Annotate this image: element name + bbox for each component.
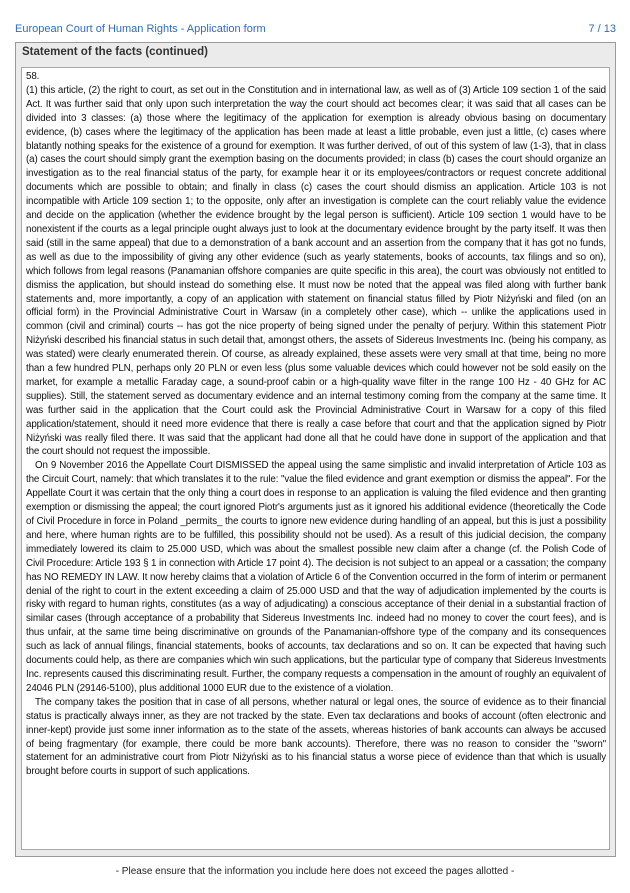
statement-paragraph-3: The company takes the position that in case of all persons, whether natural or legal ones, the source of evidence as to their financial status is practically always inner, as they are not tracked by the state. Even tax declarations and books of account (often electronic and inner-kept) provide just some inner information as to the state of the assets, whereas histories of bank accounts can always be accused of being fragmentary (for example, there could be more bank accounts). Therefore, there was no reason to consider the "sworn" statement for an administrative court from Piotr Niżyński as to his financial status a worse piece of evidence than that which is usually brought before courts in support of such applications.	[26, 696, 606, 778]
page-header	[15, 23, 616, 35]
paragraph-number: 58.	[26, 71, 40, 82]
page-limit-note: - Please ensure that the information you include here does not exceed the pages allotted -	[115, 866, 515, 877]
statement-text-area[interactable]	[21, 67, 610, 850]
statement-paragraph-1: (1) this article, (2) the right to court, as set out in the Constitution and in international law, as well as of (3) Article 109 section 1 of the said Act. It was further said that only upon such interpretation the way the court should act becomes clear; it was said that all cases can be divided into 3 classes: (a) those where the legitimacy of the application for exemption is already obvious basing on documentary evidence, (b) cases where the legitimacy of the application has been made at least a little probable, even just a little, (c) cases where blatantly nothing speaks for the existence of a ground for exemption. It was further derived, of out of this system of law (1-3), that in class (a) cases the court should simply grant the exemption basing on the documents provided; in class (b) cases the court should organize an investigation as to the real financial status of the party, for example hear it or its employees/contractors or request concrete additional documents which are possible to obtain; and finally in class (c) cases the court should dismiss an application. Article 103 is not incompatible with Article 109 section 1; to the opposite, only after an investigation is complete can the court reliably value the evidence and decide on the application (whether the evidence brought by the legal person is sufficient). Article 109 section 1 would have to be nonexistent if the courts as a legal principle ought always just to look at the documentary evidence brought by the party itself. It was then said (still in the same appeal) that due to a demonstration of a bank account and an assertion from the company that it has got no funds, as well as due to the impossibility of giving any other evidence (such as yearly statements, books of accounts, tax filings and so on), which follows from legal reasons (Panamanian offshore companies are quite specific in this area), the court was obviously not entitled to dismiss the application, but should instead do something else. It must now be noted that the appeal was filed along with further bank statements and, more importantly, a copy of an application with statement on financial status filled by Piotr Niżyński and filed (on an official form) in the Provincial Administrative Court in Warsaw (in a completely other case), which -- unlike the applications used in common (civil and criminal) courts -- has got the nice property of being signed under the penalty of perjury. Within this statement Piotr Niżyński described his financial status in such detail that, amongst others, the assets of Sidereus Investments Inc. (being his company, as was stated) were clearly enumerated therein. Of course, as already explained, these assets were very small at that time, being no more than a few hundred PLN, perhaps only 20 PLN or even less (plus some valuable devices which could however not be sold easily on the market, for example a metallic Faraday cage, a sound-proof cabin or a high-quality wave filter in the range 100 Hz - 40 GHz for AC supplies). Still, the statement served as documentary evidence and an internal testimony coming from the company at the same time. It was further said in the application that the Court could ask the Provincial Administrative Court in Warsaw for a copy of this filed application/statement, should it need more evidence that there is really a case before that court and that the application signed by Piotr Niżyński was really filed there. It was said that the applicant had done all that he could have done in support of the application and that the court should not request the impossible.	[26, 84, 606, 458]
statement-panel	[15, 42, 616, 857]
statement-paragraph-2: On 9 November 2016 the Appellate Court DISMISSED the appeal using the same simplistic and invalid interpretation of Article 103 as the Circuit Court, namely: that which translates it to the rule: "value the filed evidence and grant exemption or dismiss the appeal". For the Appellate Court it was certain that the only thing a court does in response to an application is valuing the filed evidence and then granting exemption or dismissing the appeal; the court ignored Piotr's arguments just as it ignored his additional evidence (theoretically the Code of Civil Procedure in force in Poland _permits_ the courts to ignore new evidence during handling of an appeal, but this is just a possibility and here, where human rights are to be fulfilled, this possibility should not be used). As a result of this judicial decision, the company immediately lowered its claim to 25.000 USD, which was about the smallest possible new claim after a change (cf. the Polish Code of Civil Procedure: Article 193 § 1 in connection with Article 17 point 4). The decision is not subject to an appeal or a cassation; the company has NO REMEDY IN LAW. It now hereby claims that a violation of Article 6 of the Convention occurred in the form of interim or permanent denial of the right to court in the extent exceeding a claim of 25.000 USD and that the way of adjudication implemented by the courts is risky with regard to human rights, constitutes (as a way of adjudicating) a conscious acceptance of their denial in a substantial fraction of similar cases (through acceptance of a probability that Sidereus Investments Inc. indeed had no money to cover the court fees), and is thus unfair, at the same time being discriminative on grounds of the Panamanian-offshore type of the company and its consequences such as lack of annual filings, financial statements, books of accounts, tax declarations and so on. It can be expected that having such documents could help, as there are companies which win such applications, but the particular type of company that Sidereus Investments Inc. represents caused this discriminating result. Further, the company requests a compensation in the amount of roughly an equivalent of 24046 PLN (29146-5100), plus additional 1000 EUR due to the existence of a violation.	[26, 460, 606, 694]
form-title: European Court of Human Rights - Application form	[15, 23, 266, 35]
page-number: 7 / 13	[588, 23, 616, 35]
section-title: Statement of the facts (continued)	[22, 46, 208, 58]
